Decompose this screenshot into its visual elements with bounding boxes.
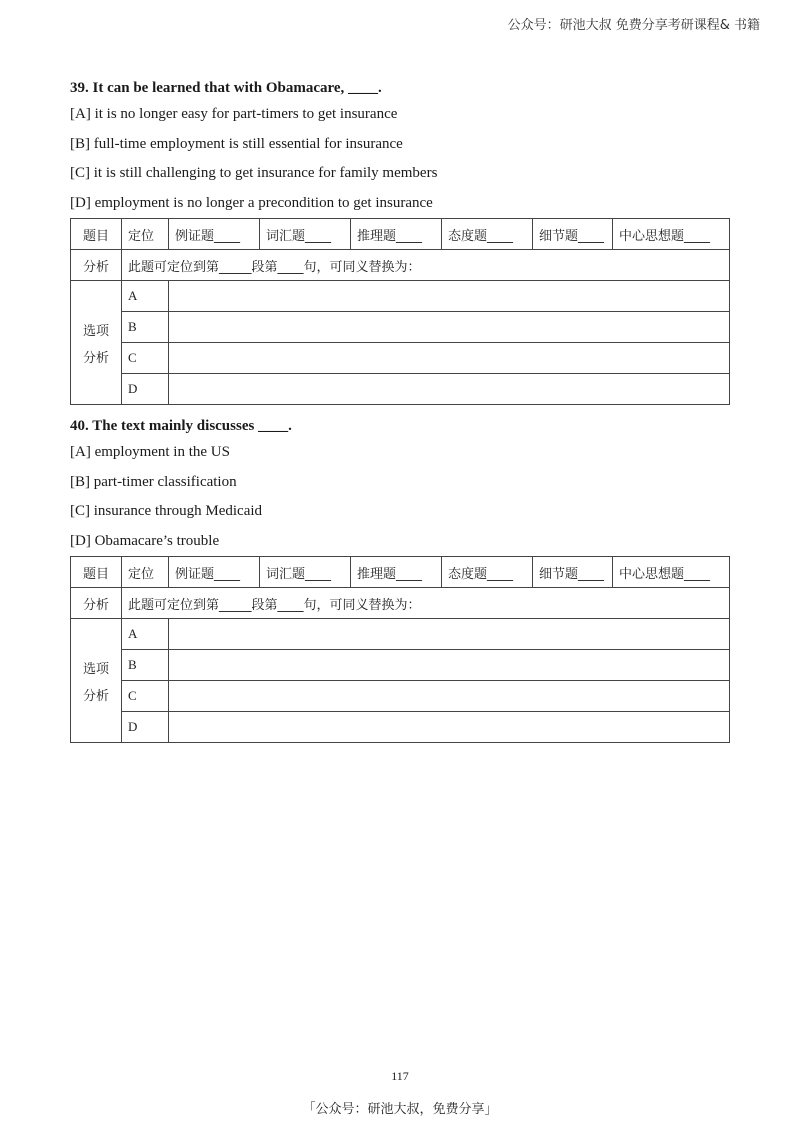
option-analysis-cell-a <box>169 281 730 312</box>
options-analysis-label <box>71 619 122 743</box>
type-detail: 细节题____ <box>533 557 613 588</box>
type-inference: 推理题____ <box>351 557 442 588</box>
options-label-bottom: 分析 <box>82 350 109 366</box>
option-a: [A] it is no longer easy for part-timers to get insurance <box>70 106 398 122</box>
row-label-top: 题目 <box>71 219 122 250</box>
options-label-top: 选项 <box>82 323 109 339</box>
option-letter-b: B <box>122 312 169 343</box>
option-b: [B] full-time employment is still essential for insurance <box>70 135 403 152</box>
type-main-idea: 中心思想题____ <box>613 219 730 250</box>
analysis-table <box>70 218 730 405</box>
options-analysis-label <box>71 281 122 405</box>
type-inference: 推理题____ <box>351 219 442 250</box>
type-detail: 细节题____ <box>533 219 613 250</box>
locate-label: 定位 <box>122 557 169 588</box>
option-d: [D] employment is no longer a precondition to get insurance <box>70 194 433 211</box>
option-analysis-cell-a <box>169 619 730 650</box>
option-analysis-cell-c <box>169 343 730 374</box>
option-letter-a: A <box>122 619 169 650</box>
option-b: [B] part-timer classification <box>70 473 237 490</box>
question-stem: 40. The text mainly discusses ____. <box>70 418 292 434</box>
options-label-top: 选项 <box>82 661 109 677</box>
page-header: 公众号：研池大叔 免费分享考研课程& 书籍 <box>507 18 760 33</box>
locate-label: 定位 <box>122 219 169 250</box>
question-40 <box>70 414 730 743</box>
option-letter-a: A <box>122 281 169 312</box>
type-attitude: 态度题____ <box>442 557 533 588</box>
row-label-bottom: 分析 <box>71 250 122 281</box>
option-c: [C] it is still challenging to get insurance for family members <box>70 165 438 181</box>
page-number: 117 <box>391 1069 409 1083</box>
option-analysis-cell-d <box>169 374 730 405</box>
row-label-top: 题目 <box>71 557 122 588</box>
option-analysis-cell-c <box>169 681 730 712</box>
analysis-table <box>70 556 730 743</box>
locate-sentence: 此题可定位到第_____段第____句，可同义替换为： <box>122 588 730 619</box>
question-stem: 39. It can be learned that with Obamacare, ____. <box>70 80 382 96</box>
locate-sentence: 此题可定位到第_____段第____句，可同义替换为： <box>122 250 730 281</box>
type-main-idea: 中心思想题____ <box>613 557 730 588</box>
option-analysis-cell-b <box>169 312 730 343</box>
option-letter-d: D <box>122 712 169 743</box>
options-label-bottom: 分析 <box>82 688 109 704</box>
type-vocab: 词汇题____ <box>260 219 351 250</box>
page-footer: 「公众号：研池大叔，免费分享」 <box>302 1102 498 1117</box>
type-attitude: 态度题____ <box>442 219 533 250</box>
option-letter-b: B <box>122 650 169 681</box>
option-d: [D] Obamacare’s trouble <box>70 532 220 549</box>
option-analysis-cell-b <box>169 650 730 681</box>
type-example: 例证题____ <box>169 557 260 588</box>
option-letter-c: C <box>122 681 169 712</box>
option-analysis-cell-d <box>169 712 730 743</box>
option-c: [C] insurance through Medicaid <box>70 503 263 519</box>
option-letter-c: C <box>122 343 169 374</box>
type-example: 例证题____ <box>169 219 260 250</box>
option-a: [A] employment in the US <box>70 444 230 460</box>
question-39 <box>70 76 730 405</box>
row-label-bottom: 分析 <box>71 588 122 619</box>
type-vocab: 词汇题____ <box>260 557 351 588</box>
option-letter-d: D <box>122 374 169 405</box>
